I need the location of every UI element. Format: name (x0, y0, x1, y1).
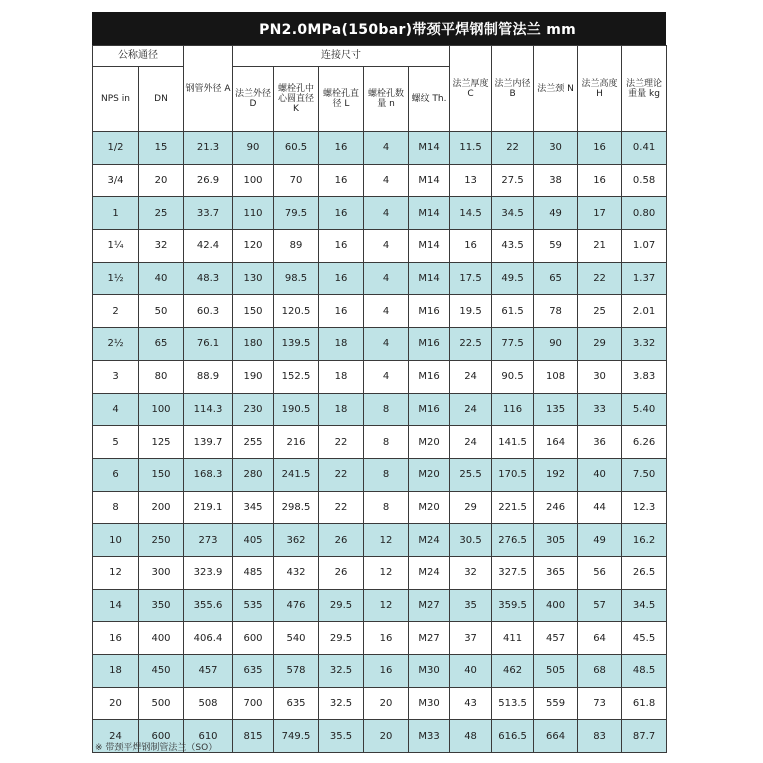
table-cell: 0.41 (622, 132, 667, 165)
table-cell: 200 (139, 491, 184, 524)
table-cell: 457 (184, 655, 233, 688)
table-cell: 33 (578, 393, 622, 426)
table-cell: 359.5 (492, 589, 534, 622)
table-cell: 29.5 (319, 622, 364, 655)
table-cell: 32 (139, 230, 184, 263)
table-cell: 48.5 (622, 655, 667, 688)
table-cell: 32.5 (319, 655, 364, 688)
table-cell: 100 (233, 164, 274, 197)
table-cell: 26 (319, 556, 364, 589)
table-cell: 20 (364, 687, 409, 720)
table-cell: 16 (319, 295, 364, 328)
table-body (93, 132, 667, 753)
table-cell: 4 (364, 295, 409, 328)
table-cell: 14 (93, 589, 139, 622)
table-cell: 116 (492, 393, 534, 426)
table-cell: 22 (492, 132, 534, 165)
table-row (93, 230, 667, 263)
table-cell: 190.5 (274, 393, 319, 426)
table-cell: 40 (578, 458, 622, 491)
table-cell: 22 (319, 491, 364, 524)
table-cell: 450 (139, 655, 184, 688)
table-cell: 457 (534, 622, 578, 655)
table-cell: 40 (139, 262, 184, 295)
table-cell: 462 (492, 655, 534, 688)
table-cell: 1.07 (622, 230, 667, 263)
table-cell: 8 (364, 491, 409, 524)
table-cell: 749.5 (274, 720, 319, 753)
table-cell: M16 (409, 360, 450, 393)
table-cell: 78 (534, 295, 578, 328)
table-cell: 273 (184, 524, 233, 557)
table-cell: 0.58 (622, 164, 667, 197)
table-cell: 4 (364, 197, 409, 230)
table-cell: 345 (233, 491, 274, 524)
table-cell: 25 (139, 197, 184, 230)
table-cell: 5 (93, 426, 139, 459)
table-cell: 180 (233, 328, 274, 361)
header-bolt-circle-diameter: 螺栓孔中心圆直径 K (274, 67, 319, 132)
table-cell: 4 (93, 393, 139, 426)
table-cell: 40 (450, 655, 492, 688)
table-cell: 600 (233, 622, 274, 655)
table-cell: 2½ (93, 328, 139, 361)
table-cell: 38 (534, 164, 578, 197)
table-cell: 150 (233, 295, 274, 328)
table-cell: 60.5 (274, 132, 319, 165)
table-cell: 77.5 (492, 328, 534, 361)
table-cell: 139.7 (184, 426, 233, 459)
table-cell: 26 (319, 524, 364, 557)
table-cell: 49.5 (492, 262, 534, 295)
table-cell: 230 (233, 393, 274, 426)
table-cell: 22.5 (450, 328, 492, 361)
table-cell: 135 (534, 393, 578, 426)
table-cell: 110 (233, 197, 274, 230)
header-flange-weight: 法兰理论重量 kg (622, 46, 667, 132)
table-cell: 19.5 (450, 295, 492, 328)
table-cell: 125 (139, 426, 184, 459)
table-cell: 3.83 (622, 360, 667, 393)
table-cell: 22 (319, 426, 364, 459)
table-cell: 43 (450, 687, 492, 720)
table-cell: M14 (409, 132, 450, 165)
table-cell: 32 (450, 556, 492, 589)
table-cell: 4 (364, 164, 409, 197)
table-cell: 25 (578, 295, 622, 328)
table-cell: 815 (233, 720, 274, 753)
header-nps: NPS in (93, 67, 139, 132)
table-cell: 4 (364, 262, 409, 295)
header-flange-thickness: 法兰厚度 C (450, 46, 492, 132)
table-cell: 98.5 (274, 262, 319, 295)
flange-dimension-table (92, 45, 667, 753)
table-cell: 21 (578, 230, 622, 263)
table-cell: 16 (364, 655, 409, 688)
table-cell: 73 (578, 687, 622, 720)
header-connection-dimensions: 连接尺寸 (233, 46, 450, 67)
table-cell: 4 (364, 328, 409, 361)
table-cell: 432 (274, 556, 319, 589)
table-cell: 130 (233, 262, 274, 295)
table-cell: M24 (409, 524, 450, 557)
table-row (93, 687, 667, 720)
table-cell: 79.5 (274, 197, 319, 230)
header-flange-height: 法兰高度 H (578, 46, 622, 132)
table-cell: 90.5 (492, 360, 534, 393)
table-cell: 513.5 (492, 687, 534, 720)
table-row (93, 328, 667, 361)
table-cell: 33.7 (184, 197, 233, 230)
table-cell: 45.5 (622, 622, 667, 655)
table-cell: 1 (93, 197, 139, 230)
table-cell: 22 (319, 458, 364, 491)
table-cell: 35 (450, 589, 492, 622)
table-cell: 108 (534, 360, 578, 393)
table-cell: 42.4 (184, 230, 233, 263)
table-cell: 21.3 (184, 132, 233, 165)
table-cell: 298.5 (274, 491, 319, 524)
table-cell: 635 (233, 655, 274, 688)
table-cell: 4 (364, 360, 409, 393)
table-cell: 68 (578, 655, 622, 688)
table-cell: 323.9 (184, 556, 233, 589)
table-cell: 255 (233, 426, 274, 459)
table-cell: 20 (139, 164, 184, 197)
table-cell: 24 (450, 360, 492, 393)
table-cell: 485 (233, 556, 274, 589)
table-cell: 505 (534, 655, 578, 688)
table-row (93, 295, 667, 328)
table-cell: 12 (93, 556, 139, 589)
table-cell: 365 (534, 556, 578, 589)
table-cell: M20 (409, 458, 450, 491)
table-cell: 17 (578, 197, 622, 230)
table-cell: 27.5 (492, 164, 534, 197)
table-row (93, 132, 667, 165)
table-cell: 400 (534, 589, 578, 622)
header-flange-neck: 法兰颈 N (534, 46, 578, 132)
table-cell: 18 (319, 360, 364, 393)
table-cell: 65 (139, 328, 184, 361)
table-cell: 18 (319, 393, 364, 426)
footnote: ※ 带颈平焊钢制管法兰（SO） (95, 743, 218, 753)
table-cell: M14 (409, 164, 450, 197)
table-cell: 535 (233, 589, 274, 622)
table-cell: 1/2 (93, 132, 139, 165)
table-cell: 16 (364, 622, 409, 655)
table-cell: 60.3 (184, 295, 233, 328)
table-cell: 30 (578, 360, 622, 393)
table-cell: 16 (319, 132, 364, 165)
table-cell: 12 (364, 524, 409, 557)
table-cell: 65 (534, 262, 578, 295)
table-cell: 152.5 (274, 360, 319, 393)
table-cell: 241.5 (274, 458, 319, 491)
table-cell: 540 (274, 622, 319, 655)
table-cell: 35.5 (319, 720, 364, 753)
table-cell: 246 (534, 491, 578, 524)
header-thread: 螺纹 Th. (409, 67, 450, 132)
table-row (93, 262, 667, 295)
table-cell: 24 (450, 393, 492, 426)
table-cell: 500 (139, 687, 184, 720)
table-cell: 3 (93, 360, 139, 393)
table-cell: 30 (534, 132, 578, 165)
table-cell: 18 (93, 655, 139, 688)
table-cell: 16 (578, 132, 622, 165)
table-cell: 59 (534, 230, 578, 263)
table-cell: 476 (274, 589, 319, 622)
table-cell: 8 (364, 393, 409, 426)
table-cell: 700 (233, 687, 274, 720)
table-cell: 405 (233, 524, 274, 557)
table-cell: 70 (274, 164, 319, 197)
table-cell: 16 (319, 230, 364, 263)
table-cell: 16.2 (622, 524, 667, 557)
table-cell: 2 (93, 295, 139, 328)
table-cell: M33 (409, 720, 450, 753)
table-cell: 1¼ (93, 230, 139, 263)
table-cell: M20 (409, 491, 450, 524)
table-cell: 170.5 (492, 458, 534, 491)
table-cell: 5.40 (622, 393, 667, 426)
header-dn: DN (139, 67, 184, 132)
table-cell: 139.5 (274, 328, 319, 361)
table-cell: 61.5 (492, 295, 534, 328)
table-cell: M24 (409, 556, 450, 589)
table-cell: 16 (450, 230, 492, 263)
table-cell: 8 (364, 426, 409, 459)
table-cell: 20 (93, 687, 139, 720)
table-row (93, 426, 667, 459)
header-row-group (93, 46, 667, 67)
table-cell: M20 (409, 426, 450, 459)
table-cell: 6.26 (622, 426, 667, 459)
table-cell: 88.9 (184, 360, 233, 393)
table-cell: M30 (409, 655, 450, 688)
table-cell: 56 (578, 556, 622, 589)
table-cell: 1.37 (622, 262, 667, 295)
header-bolt-hole-count: 螺栓孔数量 n (364, 67, 409, 132)
table-cell: 3.32 (622, 328, 667, 361)
table-cell: M27 (409, 589, 450, 622)
table-cell: 164 (534, 426, 578, 459)
table-cell: 664 (534, 720, 578, 753)
table-cell: 15 (139, 132, 184, 165)
table-cell: 34.5 (492, 197, 534, 230)
table-cell: M14 (409, 197, 450, 230)
table-cell: 305 (534, 524, 578, 557)
table-cell: 616.5 (492, 720, 534, 753)
table-cell: 17.5 (450, 262, 492, 295)
table-cell: 250 (139, 524, 184, 557)
table-cell: M14 (409, 230, 450, 263)
table-cell: 48 (450, 720, 492, 753)
header-flange-inner-diameter: 法兰内径 B (492, 46, 534, 132)
table-cell: 355.6 (184, 589, 233, 622)
table-cell: 61.8 (622, 687, 667, 720)
table-cell: 327.5 (492, 556, 534, 589)
table-cell: 29.5 (319, 589, 364, 622)
table-cell: 578 (274, 655, 319, 688)
table-cell: 49 (534, 197, 578, 230)
table-cell: 14.5 (450, 197, 492, 230)
table-cell: 24 (450, 426, 492, 459)
table-cell: M27 (409, 622, 450, 655)
table-row (93, 360, 667, 393)
table-cell: 34.5 (622, 589, 667, 622)
table-cell: 25.5 (450, 458, 492, 491)
header-pipe-outer-diameter: 钢管外径 A (184, 46, 233, 132)
table-cell: 362 (274, 524, 319, 557)
table-cell: 350 (139, 589, 184, 622)
table-cell: 29 (450, 491, 492, 524)
table-row (93, 393, 667, 426)
table-title: PN2.0MPa(150bar)带颈平焊钢制管法兰 mm (259, 21, 576, 38)
table-row (93, 556, 667, 589)
table-cell: 190 (233, 360, 274, 393)
table-cell: 100 (139, 393, 184, 426)
table-cell: 192 (534, 458, 578, 491)
table-title-bar (92, 12, 666, 45)
table-cell: 559 (534, 687, 578, 720)
table-cell: 280 (233, 458, 274, 491)
table-cell: 8 (93, 491, 139, 524)
table-cell: 90 (233, 132, 274, 165)
table-cell: 43.5 (492, 230, 534, 263)
table-row (93, 491, 667, 524)
table-cell: 300 (139, 556, 184, 589)
table-cell: 50 (139, 295, 184, 328)
table-cell: 11.5 (450, 132, 492, 165)
table-cell: 18 (319, 328, 364, 361)
table-cell: 120.5 (274, 295, 319, 328)
table-cell: 13 (450, 164, 492, 197)
table-cell: 219.1 (184, 491, 233, 524)
table-cell: 114.3 (184, 393, 233, 426)
table-cell: 12.3 (622, 491, 667, 524)
table-cell: M16 (409, 295, 450, 328)
table-cell: 400 (139, 622, 184, 655)
table-cell: 6 (93, 458, 139, 491)
table-cell: 16 (93, 622, 139, 655)
table-row (93, 589, 667, 622)
table-cell: 48.3 (184, 262, 233, 295)
table-cell: 64 (578, 622, 622, 655)
table-cell: 29 (578, 328, 622, 361)
table-row (93, 655, 667, 688)
table-cell: 120 (233, 230, 274, 263)
table-cell: 12 (364, 556, 409, 589)
table-cell: 87.7 (622, 720, 667, 753)
table-cell: 36 (578, 426, 622, 459)
table-cell: 16 (319, 197, 364, 230)
table-cell: 141.5 (492, 426, 534, 459)
table-cell: 3/4 (93, 164, 139, 197)
table-cell: 168.3 (184, 458, 233, 491)
table-cell: 16 (319, 262, 364, 295)
table-cell: 26.9 (184, 164, 233, 197)
table-cell: 600 (139, 720, 184, 753)
table-cell: 26.5 (622, 556, 667, 589)
table-row (93, 622, 667, 655)
table-row (93, 197, 667, 230)
table-cell: 24 (93, 720, 139, 753)
table-cell: 216 (274, 426, 319, 459)
table-cell: 610 (184, 720, 233, 753)
table-row (93, 164, 667, 197)
table-cell: M16 (409, 393, 450, 426)
header-nominal-diameter: 公称通径 (93, 46, 184, 67)
flange-spec-sheet (92, 12, 666, 753)
table-cell: M14 (409, 262, 450, 295)
table-cell: 76.1 (184, 328, 233, 361)
table-cell: 508 (184, 687, 233, 720)
table-cell: 57 (578, 589, 622, 622)
table-cell: 37 (450, 622, 492, 655)
table-cell: 4 (364, 230, 409, 263)
table-cell: 411 (492, 622, 534, 655)
header-bolt-hole-diameter: 螺栓孔直径 L (319, 67, 364, 132)
table-cell: 276.5 (492, 524, 534, 557)
table-cell: 22 (578, 262, 622, 295)
table-cell: 2.01 (622, 295, 667, 328)
table-cell: 635 (274, 687, 319, 720)
table-cell: 1½ (93, 262, 139, 295)
table-cell: M30 (409, 687, 450, 720)
table-row (93, 458, 667, 491)
table-cell: 16 (578, 164, 622, 197)
table-cell: 89 (274, 230, 319, 263)
table-cell: 10 (93, 524, 139, 557)
table-cell: 16 (319, 164, 364, 197)
table-cell: 49 (578, 524, 622, 557)
table-cell: 4 (364, 132, 409, 165)
table-cell: 20 (364, 720, 409, 753)
table-cell: M16 (409, 328, 450, 361)
table-cell: 150 (139, 458, 184, 491)
table-cell: 12 (364, 589, 409, 622)
table-cell: 7.50 (622, 458, 667, 491)
header-flange-outer-diameter: 法兰外径 D (233, 67, 274, 132)
table-cell: 80 (139, 360, 184, 393)
table-cell: 44 (578, 491, 622, 524)
table-cell: 90 (534, 328, 578, 361)
table-cell: 32.5 (319, 687, 364, 720)
table-cell: 83 (578, 720, 622, 753)
table-cell: 30.5 (450, 524, 492, 557)
table-cell: 8 (364, 458, 409, 491)
table-cell: 0.80 (622, 197, 667, 230)
table-cell: 406.4 (184, 622, 233, 655)
table-cell: 221.5 (492, 491, 534, 524)
table-row (93, 524, 667, 557)
